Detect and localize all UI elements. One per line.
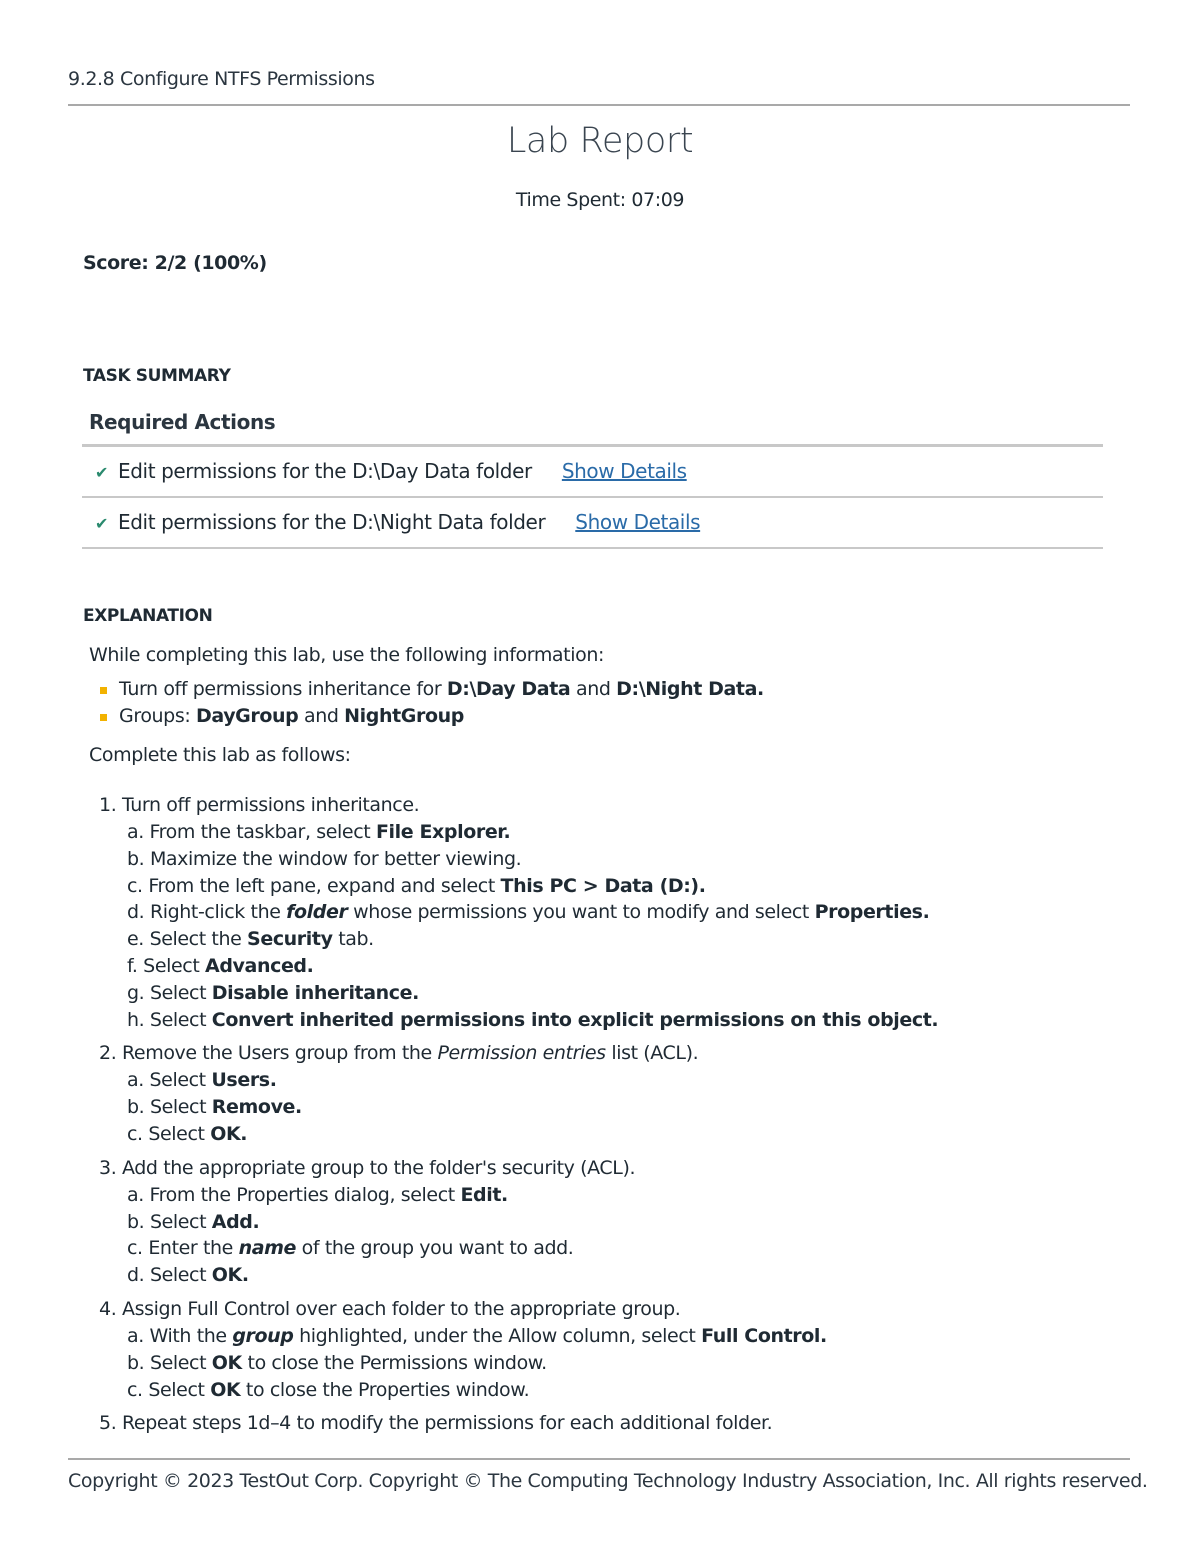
substep: g. Select Disable inheritance. <box>127 981 419 1004</box>
substep: d. Select OK. <box>127 1264 249 1287</box>
complete-instructions: Complete this lab as follows: <box>89 744 351 766</box>
action-row <box>82 498 1103 549</box>
substep: b. Select Add. <box>127 1210 260 1233</box>
list-item: Turn off permissions inheritance for D:\Day Data and D:\Night Data. <box>99 676 1119 703</box>
substep: c. Select OK to close the Properties window. <box>127 1378 530 1401</box>
substep: a. From the taskbar, select File Explorer. <box>127 821 511 843</box>
substep: a. From the Properties dialog, select Edit. <box>127 1183 508 1206</box>
page-header-title: 9.2.8 Configure NTFS Permissions <box>68 68 375 90</box>
header-divider <box>68 104 1130 106</box>
substep: f. Select Advanced. <box>127 954 314 977</box>
step-3: 3. Add the appropriate group to the folder's security (ACL). a. From the Properties dialog, select Edit. b. Select Add. c. Enter the name of the group you want to add. d. Select OK. <box>89 1155 1119 1289</box>
time-spent: Time Spent: 07:09 <box>515 189 685 211</box>
action-row <box>82 447 1103 498</box>
step-1: 1. Turn off permissions inheritance. a. From the taskbar, select File Explorer. b. Maximize the window for better viewing. c. From the left pane, expand and select This PC > Data (D:). d. Right-click the folder whose permissions you want to modify and select Properties. e. Select the Security tab. f. Select Advanced. g. Select Disable inheritance. h. Select Convert inherited permissions into explicit permissions on this object. <box>89 792 1119 1033</box>
substep: c. Enter the name of the group you want to add. <box>127 1237 574 1260</box>
step-4: 4. Assign Full Control over each folder to the appropriate group. a. With the group highlighted, under the Allow column, select Full Control. b. Select OK to close the Permissions window. c. Select OK to close the Properties window. <box>89 1296 1119 1403</box>
checkmark-icon: ✔ <box>95 463 109 482</box>
report-title: Lab Report <box>506 121 694 161</box>
substep: h. Select Convert inherited permissions into explicit permissions on this object. <box>127 1008 939 1031</box>
score: Score: 2/2 (100%) <box>83 252 267 274</box>
footer-divider <box>68 1458 1130 1460</box>
copyright-footer: Copyright © 2023 TestOut Corp. Copyright © The Computing Technology Industry Association, Inc. All rights reserved. <box>68 1470 1148 1492</box>
required-actions-table <box>82 400 1103 549</box>
substep: d. Right-click the folder whose permissions you want to modify and select Properties. <box>127 901 930 924</box>
list-item: Groups: DayGroup and NightGroup <box>99 703 1119 730</box>
substep: c. Select OK. <box>127 1122 248 1145</box>
action-text: Edit permissions for the D:\Night Data folder <box>118 510 546 534</box>
substep: a. Select Users. <box>127 1069 277 1092</box>
step-5: 5. Repeat steps 1d–4 to modify the permissions for each additional folder. <box>99 1412 773 1435</box>
step-2: 2. Remove the Users group from the Permission entries list (ACL). a. Select Users. b. Select Remove. c. Select OK. <box>89 1040 1119 1147</box>
substep: b. Select Remove. <box>127 1096 302 1119</box>
substep: b. Maximize the window for better viewing. <box>127 847 522 870</box>
substep: b. Select OK to close the Permissions window. <box>127 1351 547 1374</box>
explanation-heading: EXPLANATION <box>83 606 213 626</box>
info-bullets <box>89 676 1119 730</box>
required-actions-header: Required Actions <box>82 400 1103 447</box>
substep: e. Select the Security tab. <box>127 928 374 951</box>
explanation-intro: While completing this lab, use the following information: <box>89 644 604 666</box>
action-text: Edit permissions for the D:\Day Data folder <box>118 459 532 483</box>
substep: a. With the group highlighted, under the Allow column, select Full Control. <box>127 1324 827 1347</box>
explanation-body <box>89 640 1119 1444</box>
checkmark-icon: ✔ <box>95 514 109 533</box>
substep: c. From the left pane, expand and select This PC > Data (D:). <box>127 874 706 897</box>
show-details-link[interactable]: Show Details <box>575 510 701 534</box>
steps-list <box>89 792 1119 1437</box>
task-summary-heading: TASK SUMMARY <box>83 366 231 386</box>
show-details-link[interactable]: Show Details <box>561 459 687 483</box>
